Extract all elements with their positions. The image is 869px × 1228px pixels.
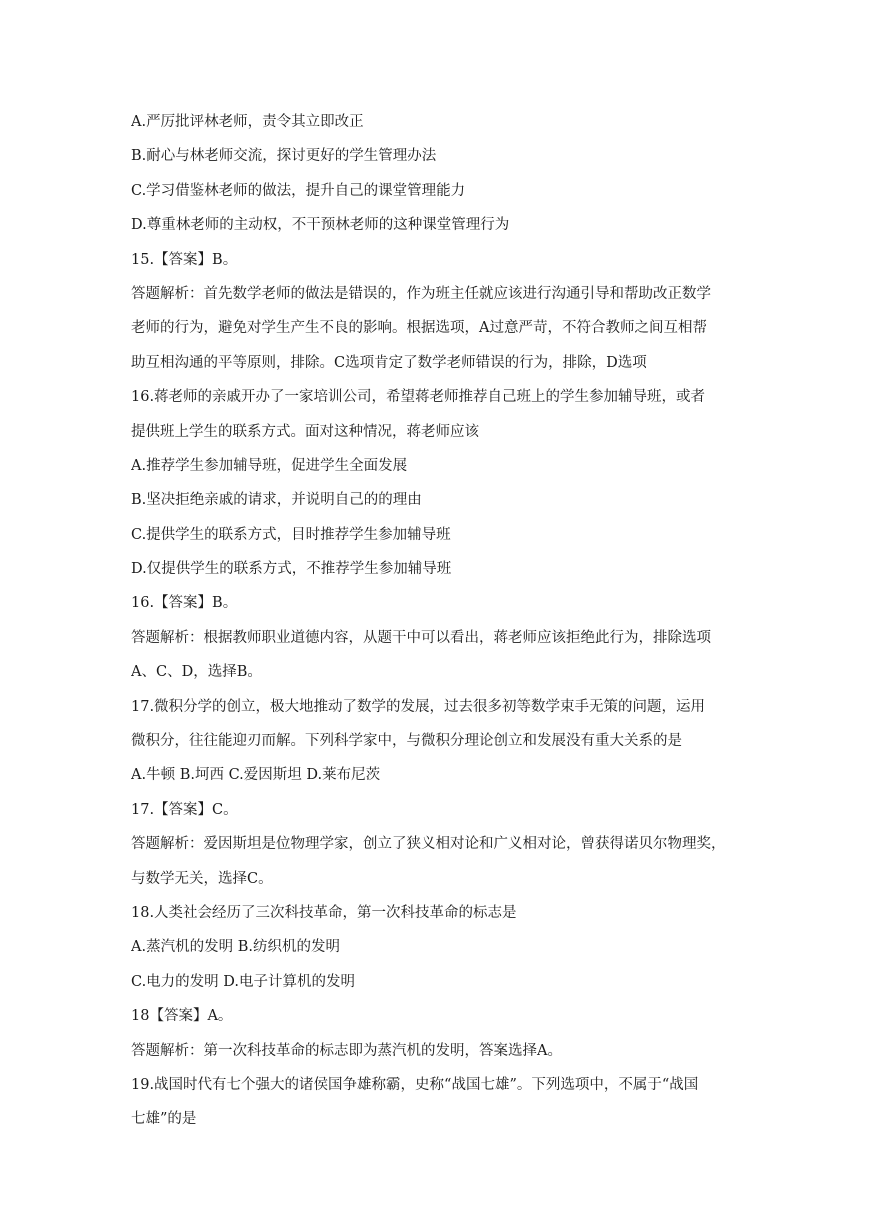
question-16-line-2: 提供班上学生的联系方式。面对这种情况，蒋老师应该 — [131, 423, 479, 440]
explanation-16-line-2: A、C、D，选择B。 — [131, 664, 262, 681]
explanation-15-line-1: 答题解析：首先数学老师的做法是错误的，作为班主任就应该进行沟通引导和帮助改正数学 — [131, 285, 711, 302]
answer-17: 17.【答案】C。 — [131, 801, 238, 818]
explanation-17-line-1: 答题解析：爱因斯坦是位物理学家，创立了狭义相对论和广义相对论，曾获得诺贝尔物理奖， — [131, 836, 726, 853]
explanation-16-line-1: 答题解析：根据教师职业道德内容，从题干中可以看出，蒋老师应该拒绝此行为，排除选项 — [131, 629, 711, 646]
explanation-18: 答题解析：第一次科技革命的标志即为蒸汽机的发明，答案选择A。 — [131, 1042, 562, 1059]
explanation-17-line-2: 与数学无关，选择C。 — [131, 870, 273, 887]
option-a-q16: A.推荐学生参加辅导班，促进学生全面发展 — [131, 457, 408, 474]
question-19-line-1: 19.战国时代有七个强大的诸侯国争雄称霸，史称“战国七雄”。下列选项中，不属于“战国 — [131, 1076, 699, 1093]
option-d-q16: D.仅提供学生的联系方式，不推荐学生参加辅导班 — [131, 561, 452, 578]
explanation-15-line-3: 助互相沟通的平等原则，排除。C选项肯定了数学老师错误的行为，排除，D选项 — [131, 354, 647, 371]
answer-15: 15.【答案】B。 — [131, 251, 238, 268]
option-c-q14: C.学习借鉴林老师的做法，提升自己的课堂管理能力 — [131, 182, 466, 199]
options-q17: A.牛顿 B.坷西 C.爱因斯坦 D.莱布尼茨 — [131, 767, 381, 784]
options-q18-cd: C.电力的发明 D.电子计算机的发明 — [131, 973, 356, 990]
option-b-q16: B.坚决拒绝亲戚的请求，并说明自己的的理由 — [131, 492, 422, 509]
answer-18: 18【答案】A。 — [131, 1008, 233, 1025]
option-b-q14: B.耐心与林老师交流，探讨更好的学生管理办法 — [131, 148, 437, 165]
question-19-line-2: 七雄”的是 — [131, 1111, 197, 1128]
option-c-q16: C.提供学生的联系方式，目时推荐学生参加辅导班 — [131, 526, 451, 543]
explanation-15-line-2: 老师的行为，避免对学生产生不良的影响。根据选项，A过意严苛，不符合教师之间互相帮 — [131, 320, 707, 337]
answer-16: 16.【答案】B。 — [131, 595, 238, 612]
question-18: 18.人类社会经历了三次科技革命，第一次科技革命的标志是 — [131, 904, 517, 921]
question-16-line-1: 16.蒋老师的亲戚开办了一家培训公司，希望蒋老师推荐自己班上的学生参加辅导班，或者 — [131, 389, 706, 406]
question-17-line-2: 微积分，往往能迎刃而解。下列科学家中，与微积分理论创立和发展没有重大关系的是 — [131, 733, 682, 750]
page-text — [131, 110, 743, 1142]
option-d-q14: D.尊重林老师的主动权，不干预林老师的这种课堂管理行为 — [131, 217, 510, 234]
option-a-q14: A.严厉批评林老师，责令其立即改正 — [131, 114, 364, 130]
options-q18-ab: A.蒸汽机的发明 B.纺织机的发明 — [131, 939, 340, 956]
question-17-line-1: 17.微积分学的创立，极大地推动了数学的发展，过去很多初等数学束手无策的问题，运用 — [131, 698, 706, 715]
